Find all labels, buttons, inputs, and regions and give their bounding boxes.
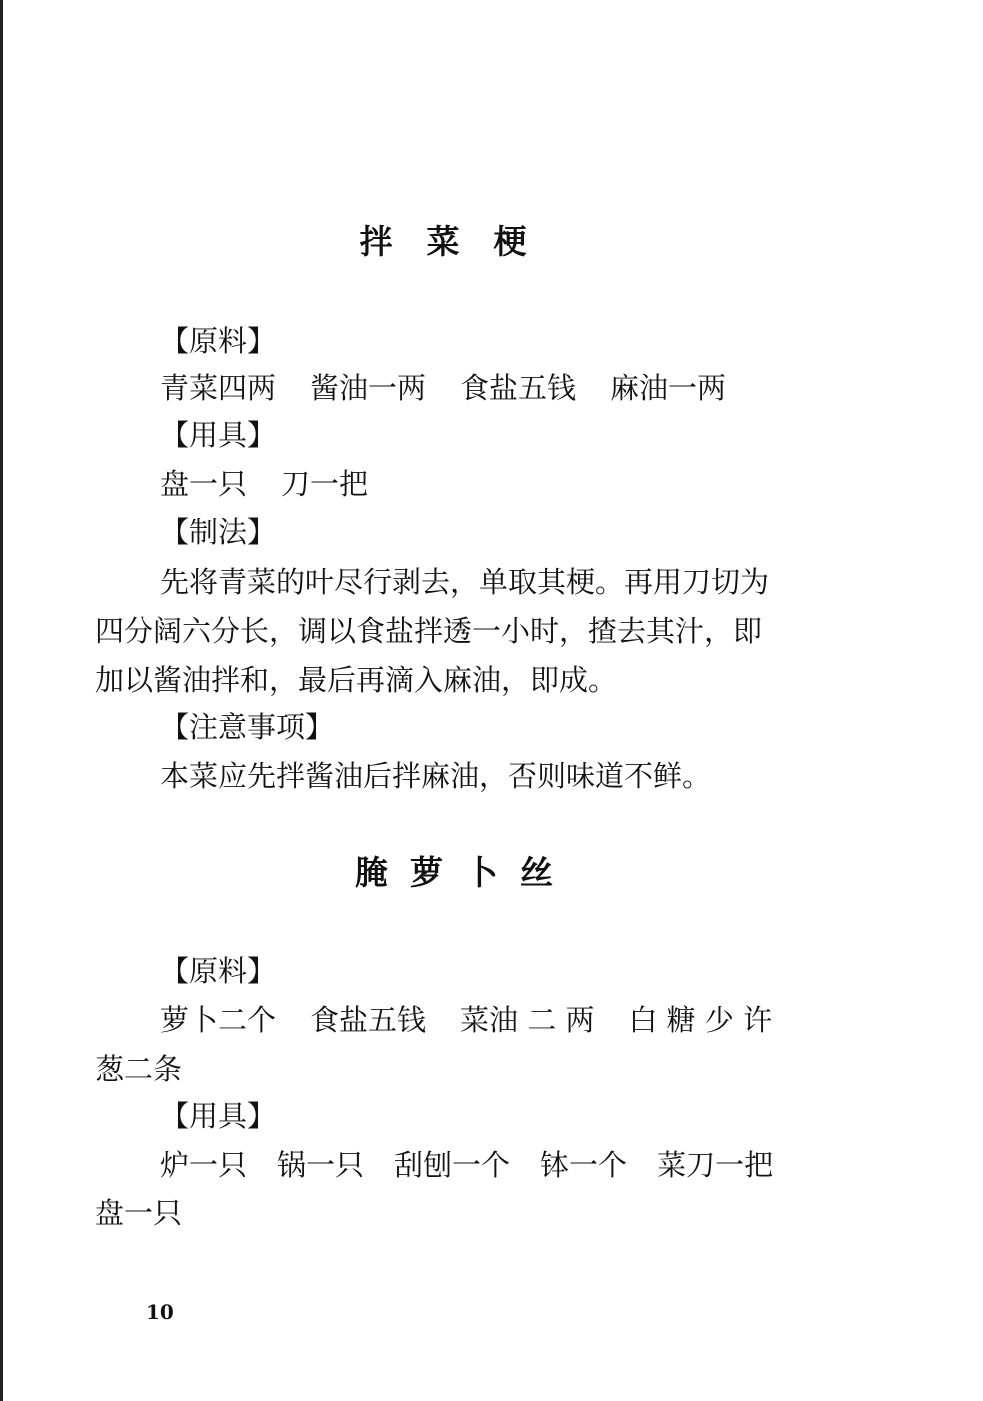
ingredient-item: 白 糖 少 许 (628, 1003, 773, 1037)
ingredient-item: 麻油一两 (610, 371, 727, 405)
method-line: 先将青菜的叶尽行剥去，单取其梗。再用刀切为 (160, 565, 770, 599)
ingredient-item: 酱油一两 (310, 371, 427, 405)
ingredients-heading-1: 【原料】 (160, 324, 277, 358)
ingredients-heading-2: 【原料】 (160, 954, 277, 988)
notes-heading-1: 【注意事项】 (160, 710, 335, 744)
ingredient-item: 萝卜二个 (160, 1003, 277, 1037)
ingredient-item: 食盐五钱 (310, 1003, 427, 1037)
tools-list-1 (160, 464, 368, 504)
tool-item: 炉一只 (160, 1148, 248, 1182)
ingredient-item: 菜油 二 两 (460, 1003, 595, 1037)
notes-text-1: 本菜应先拌酱油后拌麻油，否则味道不鲜。 (160, 759, 712, 793)
tools-heading-2: 【用具】 (160, 1099, 277, 1133)
ingredient-item: 食盐五钱 (460, 371, 577, 405)
recipe-title-1: 拌菜梗 (359, 222, 561, 261)
tools-list-2-cont: 盘一只 (95, 1196, 183, 1230)
tools-heading-1: 【用具】 (160, 418, 277, 452)
tool-item: 钵一个 (540, 1148, 628, 1182)
ingredient-item: 青菜四两 (160, 371, 277, 405)
method-heading-1: 【制法】 (160, 515, 277, 549)
tool-item: 盘一只 (160, 467, 248, 501)
recipe-title-2: 腌萝卜丝 (355, 853, 575, 892)
ingredients-list-2 (160, 1000, 772, 1040)
method-line: 加以酱油拌和，最后再滴入麻油，即成。 (95, 663, 618, 697)
ingredients-list-1 (160, 368, 726, 408)
tool-item: 菜刀一把 (657, 1148, 774, 1182)
tools-list-2 (160, 1145, 773, 1185)
ingredients-list-2-cont: 葱二条 (95, 1052, 183, 1086)
page-number: 10 (146, 1300, 174, 1324)
tool-item: 刀一把 (281, 467, 369, 501)
tool-item: 刮刨一个 (394, 1148, 511, 1182)
method-line: 四分阔六分长，调以食盐拌透一小时，揸去其汁，即 (95, 614, 763, 648)
tool-item: 锅一只 (277, 1148, 365, 1182)
